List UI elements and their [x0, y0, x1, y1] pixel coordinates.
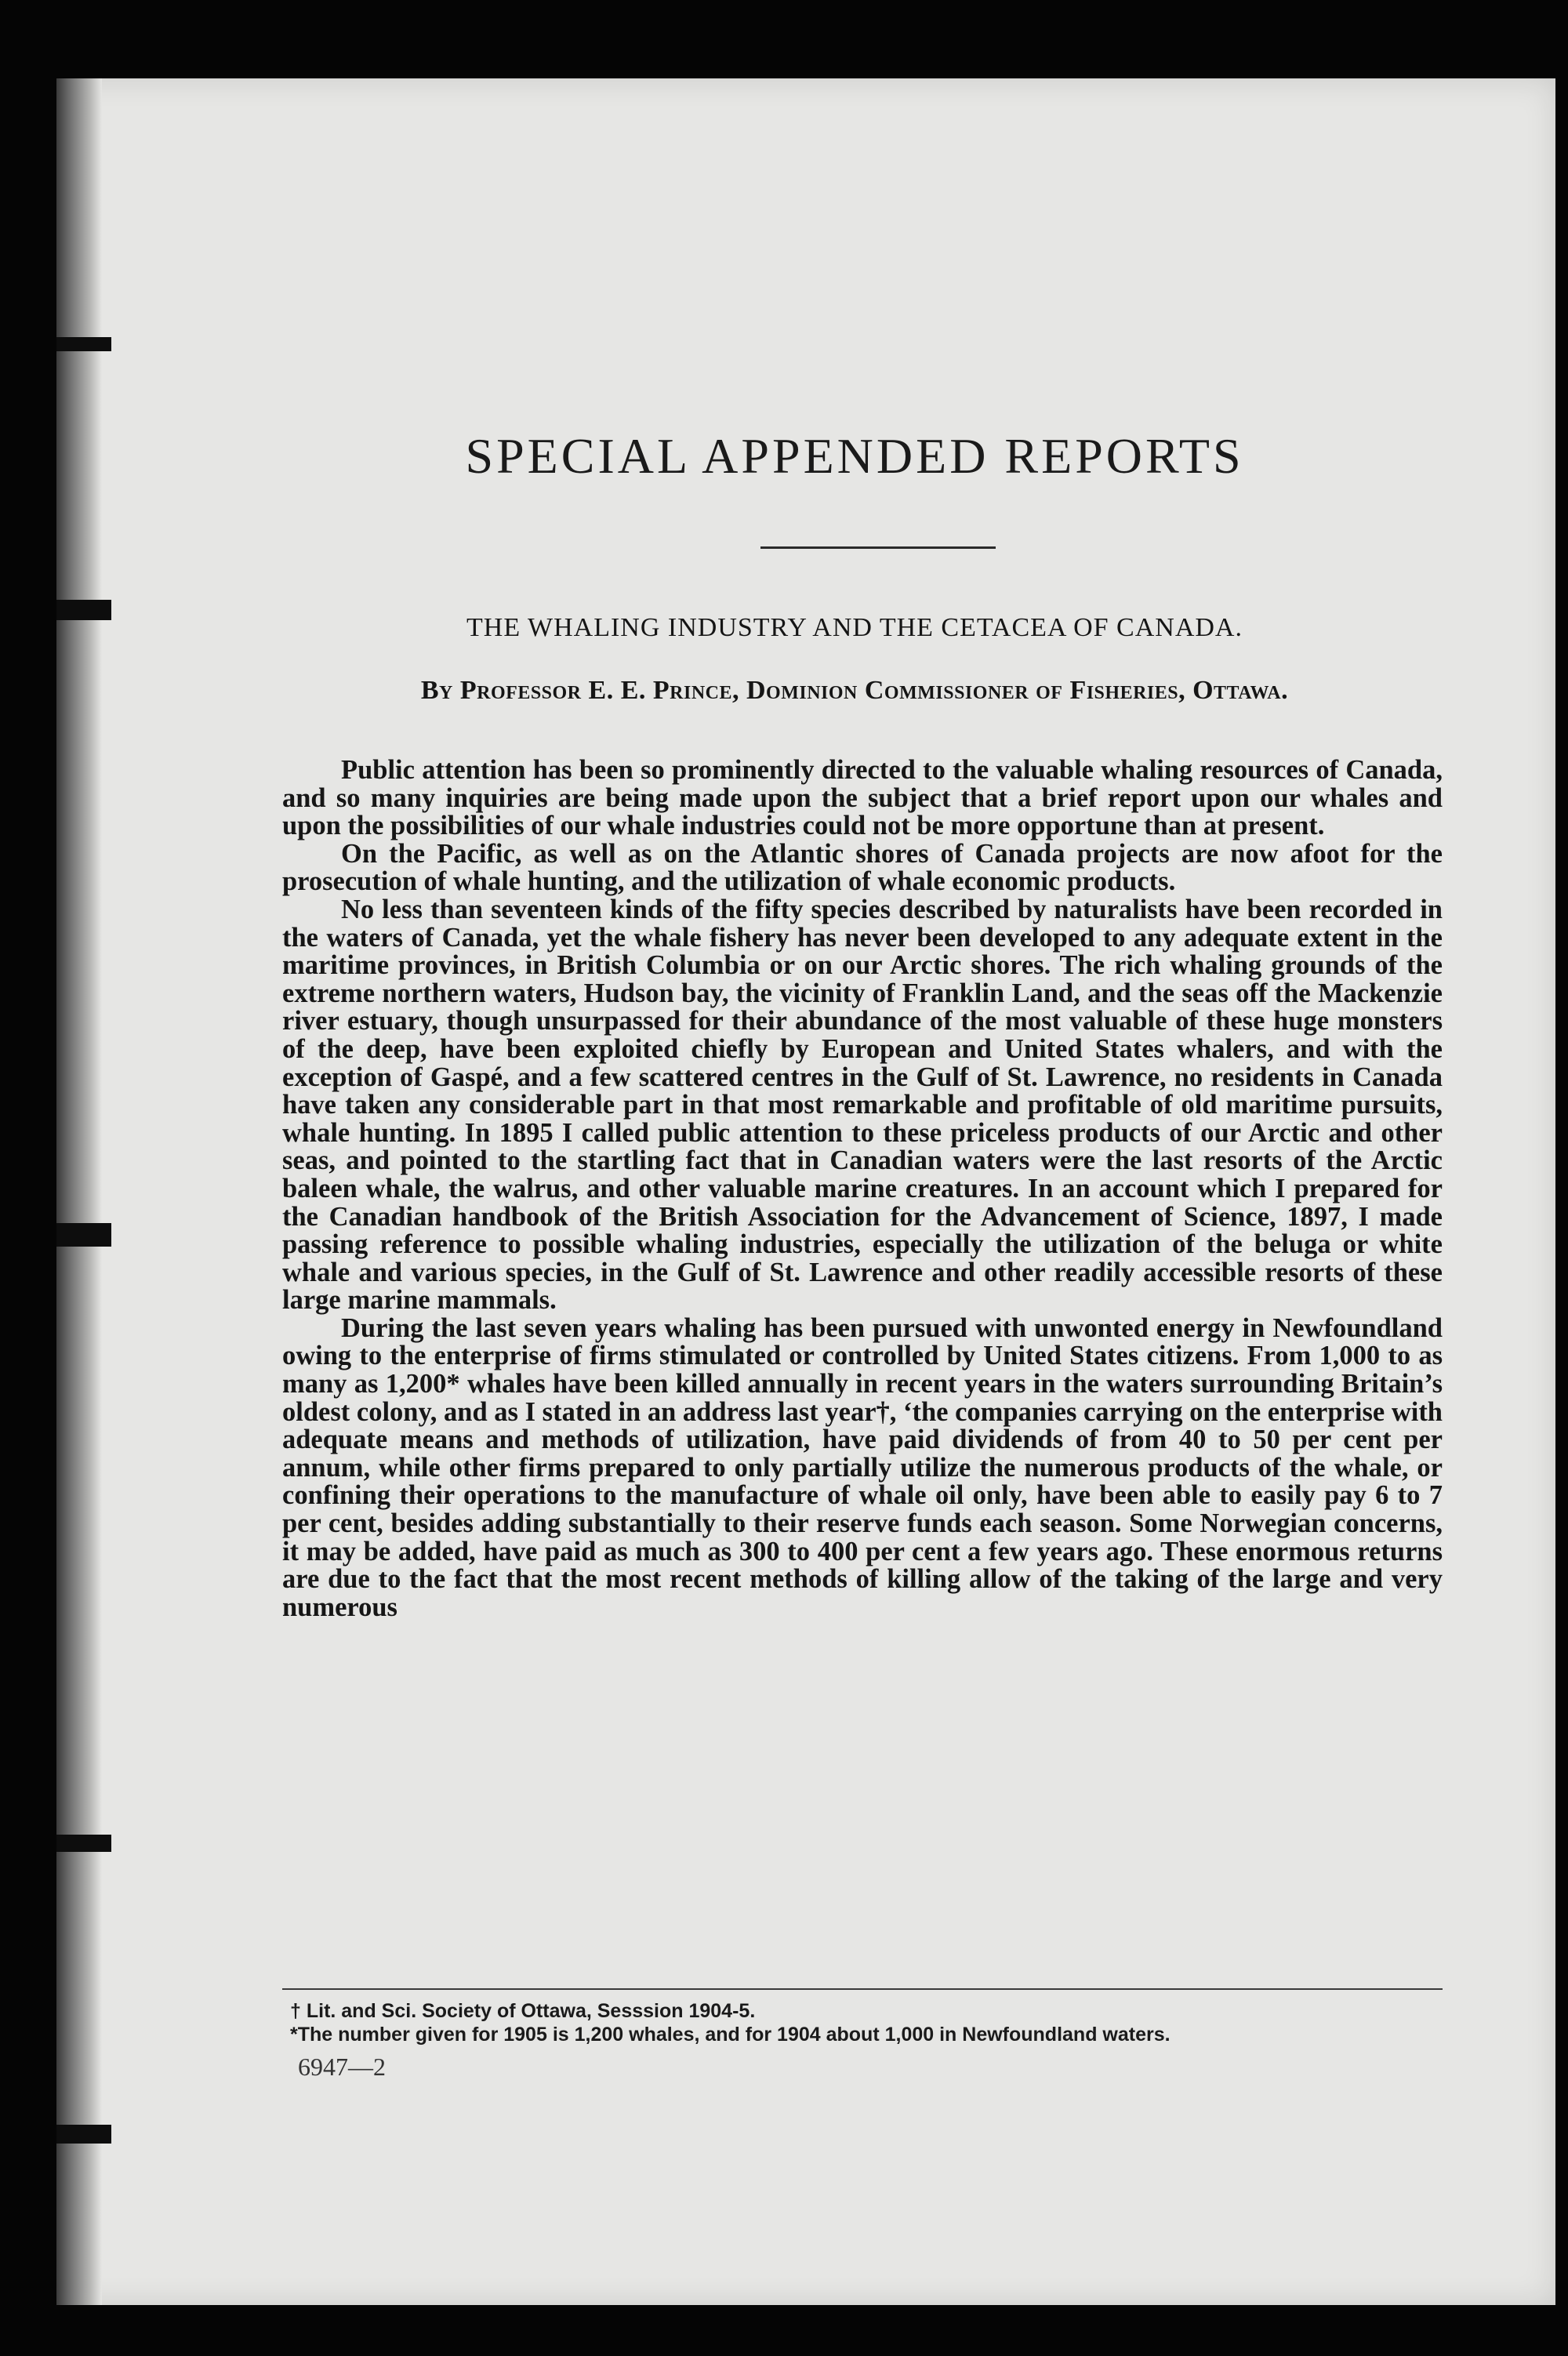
signature-mark: 6947—2: [298, 2053, 386, 2081]
footnote: † Lit. and Sci. Society of Ottawa, Sesssion 1904-5.: [290, 2000, 756, 2022]
author-byline: By Professor E. E. Prince, Dominion Commissioner of Fisheries, Ottawa.: [420, 676, 1289, 705]
article-body: [282, 757, 1443, 1621]
body-paragraph: Public attention has been so prominently directed to the valuable whaling resources of Canada, and so many inquiries are being made upon the subject that a brief report upon our whales and upon the possibilities of our whale industries could not be more opportune than at present.: [282, 755, 1443, 841]
binding-mark: [56, 1835, 111, 1852]
footnote: *The number given for 1905 is 1,200 whales, and for 1904 about 1,000 in Newfoundland waters.: [290, 2024, 1171, 2046]
body-paragraph: During the last seven years whaling has been pursued with unwonted energy in Newfoundland owing to the enterprise of firms stimulated or controlled by United States citizens. From 1,000 to as many as 1,200* whales have been killed annually in recent years in the waters surrounding Britain’s oldest colony, and as I stated in an address last year†, ‘the companies carrying on the enterprise with adequate means and methods of utilization, have paid dividends of from 40 to 50 per cent per annum, while other firms prepared to only partially utilize the numerous products of the whale, or confining their operations to the manufacture of whale oil only, have been able to easily pay 6 to 7 per cent, besides adding substantially to their reserve funds each season. Some Norwegian concerns, it may be added, have paid as much as 300 to 400 per cent a few years ago. These enormous returns are due to the fact that the most recent methods of killing allow of the taking of the large and very numerous: [282, 1312, 1443, 1622]
binding-gutter: [56, 78, 102, 2305]
heading-rule: [760, 546, 996, 549]
article-title: THE WHALING INDUSTRY AND THE CETACEA OF CANADA.: [466, 613, 1243, 642]
binding-mark: [56, 2125, 111, 2144]
footnote-rule: [282, 1988, 1443, 1990]
body-paragraph: On the Pacific, as well as on the Atlantic shores of Canada projects are now afoot for the prosecution of whale hunting, and the utilization of whale economic products.: [282, 838, 1443, 897]
body-paragraph: No less than seventeen kinds of the fifty species described by naturalists have been recorded in the waters of Canada, yet the whale fishery has never been developed to any adequate extent in the maritime provinces, in British Columbia or on our Arctic shores. The rich whaling grounds of the extreme northern waters, Hudson bay, the vicinity of Franklin Land, and the seas off the Mackenzie river estuary, though unsurpassed for their abundance of the most valuable of these huge monsters of the deep, have been exploited chiefly by European and United States whalers, and with the exception of Gaspé, and a few scattered centres in the Gulf of St. Lawrence, no residents in Canada have taken any considerable part in that most remarkable and profitable of old maritime pursuits, whale hunting. In 1895 I called public attention to these priceless products of our Arctic and other seas, and pointed to the startling fact that in Canadian waters were the last resorts of the Arctic baleen whale, the walrus, and other valuable marine creatures. In an account which I prepared for the Canadian handbook of the British Association for the Advancement of Science, 1897, I made passing reference to possible whaling industries, especially the utilization of the beluga or white whale and various species, in the Gulf of St. Lawrence and other readily accessible resorts of these large marine mammals.: [282, 894, 1443, 1316]
binding-mark: [56, 1223, 111, 1247]
main-heading: SPECIAL APPENDED REPORTS: [465, 428, 1244, 484]
binding-mark: [56, 337, 111, 351]
binding-mark: [56, 600, 111, 620]
footnotes: [290, 1999, 1443, 2046]
